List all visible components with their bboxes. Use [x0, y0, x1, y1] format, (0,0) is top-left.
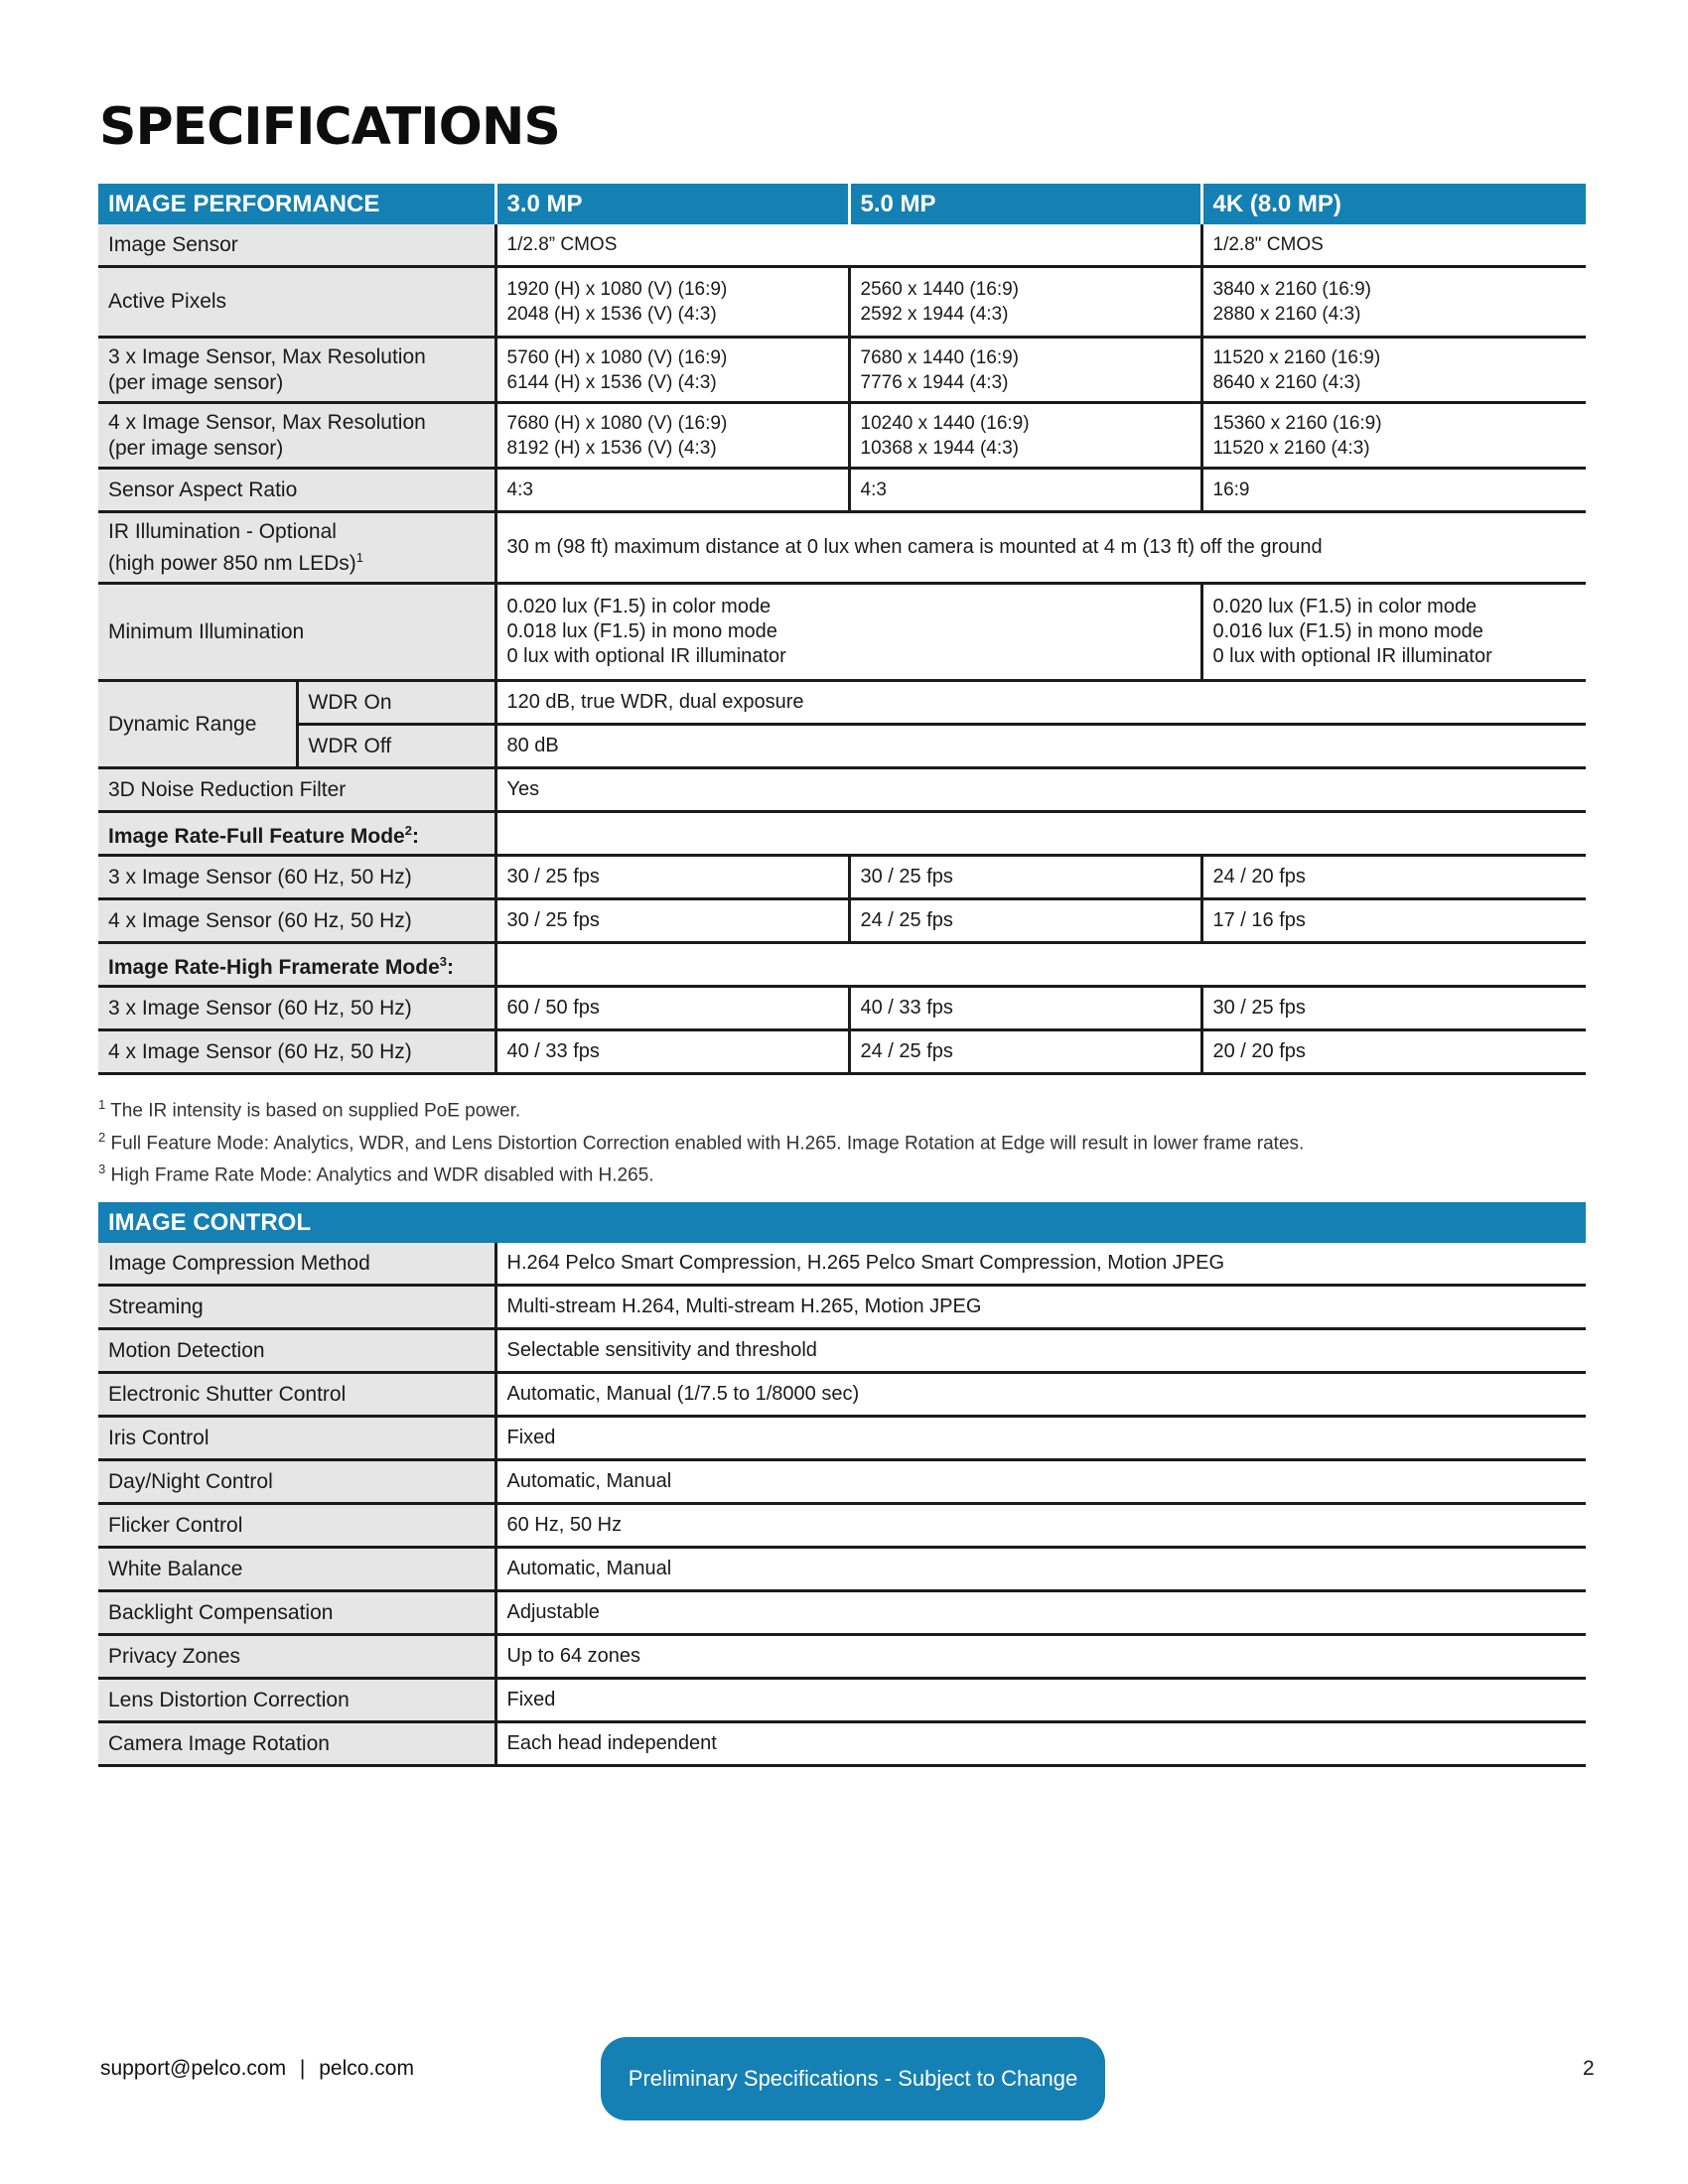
table-row — [98, 1373, 1586, 1417]
row-label: Sensor Aspect Ratio — [98, 469, 495, 512]
cell-value: Adjustable — [495, 1591, 1586, 1635]
table-row — [98, 267, 1586, 338]
cell-value: 16:9 — [1201, 469, 1586, 512]
table-row — [98, 1417, 1586, 1460]
table-row — [98, 856, 1586, 899]
row-label: Streaming — [98, 1286, 495, 1329]
cell-value: 24 / 20 fps — [1201, 856, 1586, 899]
table-row — [98, 1679, 1586, 1722]
sub-label: WDR Off — [297, 725, 495, 768]
table-row — [98, 584, 1586, 681]
cell-value: Automatic, Manual (1/7.5 to 1/8000 sec) — [495, 1373, 1586, 1417]
table-row — [98, 469, 1586, 512]
row-label: 3 x Image Sensor (60 Hz, 50 Hz) — [98, 987, 495, 1030]
table-header-row — [98, 184, 1586, 224]
cell-value: 3840 x 2160 (16:9) 2880 x 2160 (4:3) — [1201, 267, 1586, 338]
column-header-5mp: 5.0 MP — [849, 184, 1201, 224]
cell-value: 5760 (H) x 1080 (V) (16:9) 6144 (H) x 1536 (V) (4:3) — [495, 338, 849, 403]
empty-cell — [495, 943, 1586, 987]
row-label: Electronic Shutter Control — [98, 1373, 495, 1417]
table-row — [98, 512, 1586, 584]
table-row — [98, 681, 1586, 725]
table-row — [98, 1504, 1586, 1548]
row-label: 3 x Image Sensor, Max Resolution (per image sensor) — [98, 338, 495, 403]
row-label: 4 x Image Sensor, Max Resolution (per image sensor) — [98, 403, 495, 469]
image-control-table — [98, 1202, 1586, 1767]
table-row — [98, 1286, 1586, 1329]
row-label: 3D Noise Reduction Filter — [98, 768, 495, 812]
column-header-4k: 4K (8.0 MP) — [1201, 184, 1586, 224]
row-label: Active Pixels — [98, 267, 495, 338]
table-row — [98, 943, 1586, 987]
cell-value: 1920 (H) x 1080 (V) (16:9) 2048 (H) x 1536 (V) (4:3) — [495, 267, 849, 338]
row-label: 4 x Image Sensor (60 Hz, 50 Hz) — [98, 1030, 495, 1074]
cell-value: 30 / 25 fps — [495, 899, 849, 943]
cell-value: 30 m (98 ft) maximum distance at 0 lux when camera is mounted at 4 m (13 ft) off the ground — [495, 512, 1586, 584]
table-row — [98, 812, 1586, 856]
table-row — [98, 224, 1586, 267]
row-label: Privacy Zones — [98, 1635, 495, 1679]
cell-value: 17 / 16 fps — [1201, 899, 1586, 943]
cell-value: 30 / 25 fps — [495, 856, 849, 899]
row-label: Iris Control — [98, 1417, 495, 1460]
section-header: IMAGE CONTROL — [98, 1202, 1586, 1243]
cell-value: 24 / 25 fps — [849, 899, 1201, 943]
table-row — [98, 1243, 1586, 1286]
image-performance-table — [98, 184, 1586, 1075]
cell-value: Automatic, Manual — [495, 1460, 1586, 1504]
cell-value: Selectable sensitivity and threshold — [495, 1329, 1586, 1373]
row-label: Image Sensor — [98, 224, 495, 267]
table-row — [98, 403, 1586, 469]
cell-value: 60 / 50 fps — [495, 987, 849, 1030]
row-label: Lens Distortion Correction — [98, 1679, 495, 1722]
page-title: SPECIFICATIONS — [99, 97, 560, 157]
cell-value: 20 / 20 fps — [1201, 1030, 1586, 1074]
cell-value: 60 Hz, 50 Hz — [495, 1504, 1586, 1548]
table-row — [98, 338, 1586, 403]
table-row — [98, 1329, 1586, 1373]
row-label: Image Compression Method — [98, 1243, 495, 1286]
cell-value: Fixed — [495, 1417, 1586, 1460]
table-row — [98, 1635, 1586, 1679]
cell-value: 10240 x 1440 (16:9) 10368 x 1944 (4:3) — [849, 403, 1201, 469]
cell-value: Fixed — [495, 1679, 1586, 1722]
cell-value: 0.020 lux (F1.5) in color mode 0.018 lux (F1.5) in mono mode 0 lux with optional IR illuminator — [495, 584, 1201, 681]
cell-value: Up to 64 zones — [495, 1635, 1586, 1679]
cell-value: Multi-stream H.264, Multi-stream H.265, Motion JPEG — [495, 1286, 1586, 1329]
footer-contact — [100, 2057, 414, 2081]
cell-value: 7680 (H) x 1080 (V) (16:9) 8192 (H) x 1536 (V) (4:3) — [495, 403, 849, 469]
cell-value: Automatic, Manual — [495, 1548, 1586, 1591]
cell-value: 7680 x 1440 (16:9) 7776 x 1944 (4:3) — [849, 338, 1201, 403]
footnote: $^1$ The IR intensity is based on supplied PoE power. — [98, 1097, 521, 1122]
row-label: 3 x Image Sensor (60 Hz, 50 Hz) — [98, 856, 495, 899]
row-label: Flicker Control — [98, 1504, 495, 1548]
cell-value: 1/2.8” CMOS — [495, 224, 1201, 267]
cell-value: H.264 Pelco Smart Compression, H.265 Pelco Smart Compression, Motion JPEG — [495, 1243, 1586, 1286]
table-header-row — [98, 1202, 1586, 1243]
table-row — [98, 987, 1586, 1030]
footer-separator: | — [299, 2057, 306, 2080]
table-row — [98, 725, 1586, 768]
cell-value: Yes — [495, 768, 1586, 812]
row-label: Backlight Compensation — [98, 1591, 495, 1635]
cell-value: Each head independent — [495, 1722, 1586, 1766]
row-label: IR Illumination - Optional (high power 850 nm LEDs)$^1$ — [98, 512, 495, 584]
footnote: $^2$ Full Feature Mode: Analytics, WDR, and Lens Distortion Correction enabled with H.265. Image Rotation at Edge will result in lower frame rates. — [98, 1130, 1305, 1155]
cell-value: 15360 x 2160 (16:9) 11520 x 2160 (4:3) — [1201, 403, 1586, 469]
table-row — [98, 1591, 1586, 1635]
table-row — [98, 1548, 1586, 1591]
preliminary-banner: Preliminary Specifications - Subject to Change — [601, 2037, 1105, 2120]
table-row — [98, 1722, 1586, 1766]
row-label: White Balance — [98, 1548, 495, 1591]
row-label: Day/Night Control — [98, 1460, 495, 1504]
cell-value: 40 / 33 fps — [849, 987, 1201, 1030]
cell-value: 4:3 — [849, 469, 1201, 512]
group-label: Image Rate-Full Feature Mode$^2$: — [98, 812, 495, 856]
cell-value: 24 / 25 fps — [849, 1030, 1201, 1074]
group-label: Image Rate-High Framerate Mode$^3$: — [98, 943, 495, 987]
table-row — [98, 1030, 1586, 1074]
column-header-3mp: 3.0 MP — [495, 184, 849, 224]
website-link[interactable]: pelco.com — [319, 2057, 414, 2080]
row-label: Dynamic Range — [98, 681, 297, 768]
cell-value: 30 / 25 fps — [1201, 987, 1586, 1030]
cell-value: 120 dB, true WDR, dual exposure — [495, 681, 1586, 725]
empty-cell — [495, 812, 1586, 856]
row-label: Camera Image Rotation — [98, 1722, 495, 1766]
cell-value: 4:3 — [495, 469, 849, 512]
page-number: 2 — [1583, 2057, 1595, 2080]
row-label: Motion Detection — [98, 1329, 495, 1373]
cell-value: 0.020 lux (F1.5) in color mode 0.016 lux (F1.5) in mono mode 0 lux with optional IR illuminator — [1201, 584, 1586, 681]
cell-value: 80 dB — [495, 725, 1586, 768]
table-row — [98, 768, 1586, 812]
cell-value: 1/2.8" CMOS — [1201, 224, 1586, 267]
cell-value: 40 / 33 fps — [495, 1030, 849, 1074]
footnote: $^3$ High Frame Rate Mode: Analytics and WDR disabled with H.265. — [98, 1161, 654, 1186]
cell-value: 2560 x 1440 (16:9) 2592 x 1944 (4:3) — [849, 267, 1201, 338]
row-label: Minimum Illumination — [98, 584, 495, 681]
table-row — [98, 899, 1586, 943]
support-email-link[interactable]: support@pelco.com — [100, 2057, 287, 2080]
table-row — [98, 1460, 1586, 1504]
sub-label: WDR On — [297, 681, 495, 725]
cell-value: 11520 x 2160 (16:9) 8640 x 2160 (4:3) — [1201, 338, 1586, 403]
row-label: 4 x Image Sensor (60 Hz, 50 Hz) — [98, 899, 495, 943]
cell-value: 30 / 25 fps — [849, 856, 1201, 899]
section-header: IMAGE PERFORMANCE — [98, 184, 495, 224]
